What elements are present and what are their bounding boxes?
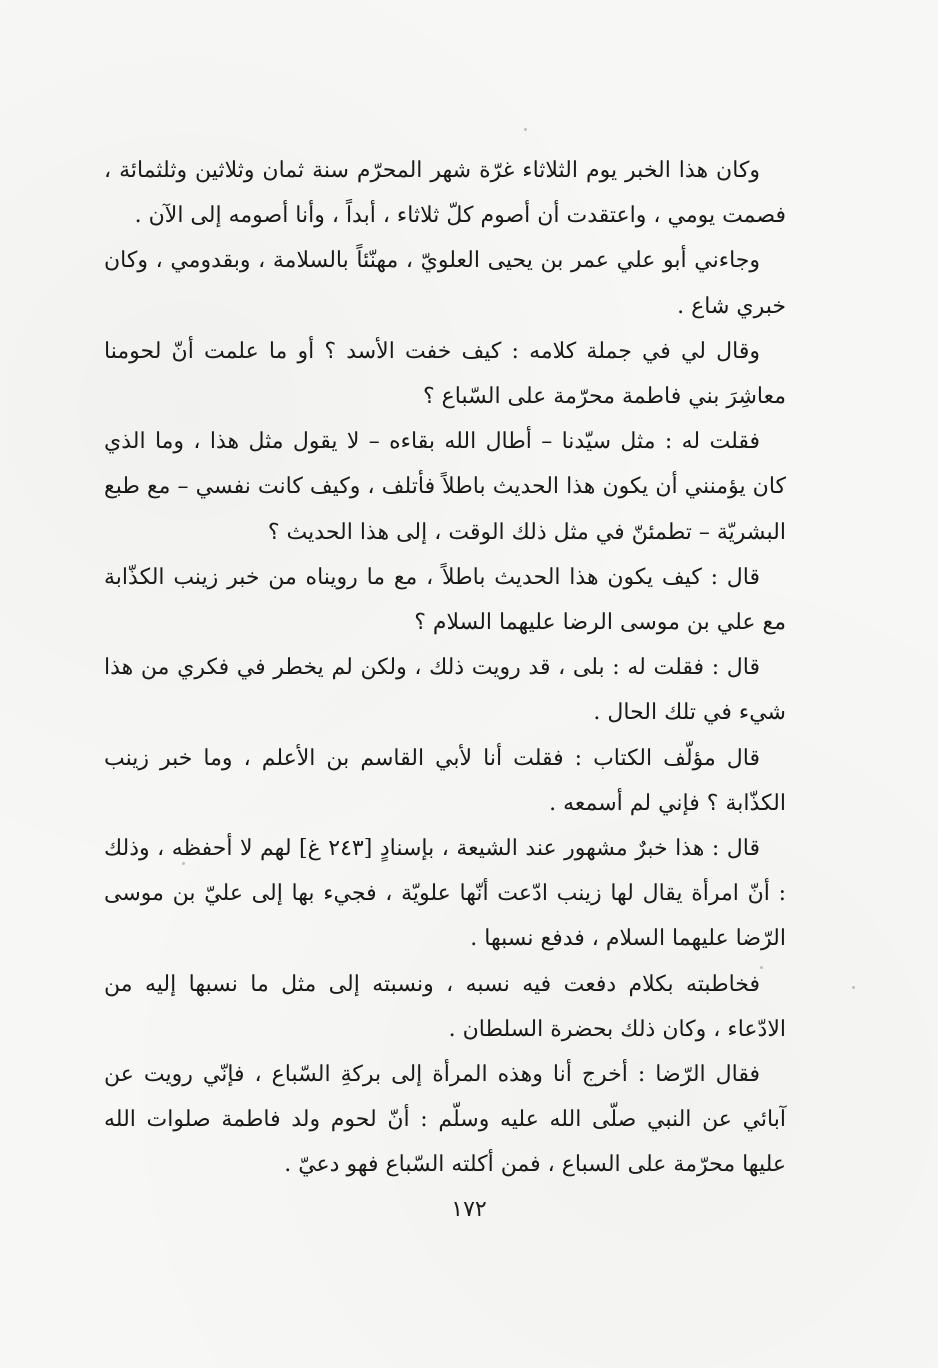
page-speck xyxy=(852,986,855,989)
paragraph: وكان هذا الخبر يوم الثلاثاء غرّة شهر المحرّم سنة ثمان وثلاثين وثلثمائة ، فصمت يومي ، واعتقدت أن أصوم كلّ ثلاثاء ، أبداً ، وأنا أصومه إلى الآن . xyxy=(104,158,786,229)
paragraph: قال : فقلت له : بلى ، قد رويت ذلك ، ولكن لم يخطر في فكري من هذا شيء في تلك الحال . xyxy=(104,655,786,726)
paragraph: وجاءني أبو علي عمر بن يحيى العلويّ ، مهنّئاً بالسلامة ، وبقدومي ، وكان خبري شاع . xyxy=(104,248,786,319)
paragraph: فخاطبته بكلام دفعت فيه نسبه ، ونسبته إلى مثل ما نسبها إليه من الادّعاء ، وكان ذلك بحضرة السلطان . xyxy=(104,971,786,1042)
page-speck xyxy=(524,128,527,131)
paragraph: فقلت له : مثل سيّدنا – أطال الله بقاءه – لا يقول مثل هذا ، وما الذي كان يؤمنني أن يكون هذا الحديث باطلاً فأتلف ، وكيف كانت نفسي – مع طبع البشريّة – تطمئنّ في مثل ذلك الوقت ، إلى هذا الحديث ؟ xyxy=(104,429,786,545)
body-text xyxy=(104,148,786,1188)
paragraph: فقال الرّضا : أخرج أنا وهذه المرأة إلى بركةِ السّباع ، فإنّي رويت عن آبائي عن النبي صلّى الله عليه وسلّم : أنّ لحوم ولد فاطمة صلوات الله عليها محرّمة على السباع ، فمن أكلته السّباع فهو دعيّ . xyxy=(104,1062,786,1178)
paragraph: قال : هذا خبرٌ مشهور عند الشيعة ، بإسنادٍ [٢٤٣ غ] لهم لا أحفظه ، وذلك : أنّ امرأة يقال لها زينب ادّعت أنّها علويّة ، فجيء بها إلى عليّ بن موسى الرّضا عليهما السلام ، فدفع نسبها . xyxy=(104,836,786,952)
paragraph: قال : كيف يكون هذا الحديث باطلاً ، مع ما رويناه من خبر زينب الكذّابة مع علي بن موسى الرضا عليهما السلام ؟ xyxy=(104,564,786,636)
paragraph: وقال لي في جملة كلامه : كيف خفت الأسد ؟ أو ما علمت أنّ لحومنا معاشِرَ بني فاطمة محرّمة على السّباع ؟ xyxy=(104,338,786,410)
paragraph: قال مؤلّف الكتاب : فقلت أنا لأبي القاسم بن الأعلم ، وما خبر زينب الكذّابة ؟ فإني لم أسمعه . xyxy=(104,745,786,816)
page-number: ١٧٢ xyxy=(451,1197,487,1222)
